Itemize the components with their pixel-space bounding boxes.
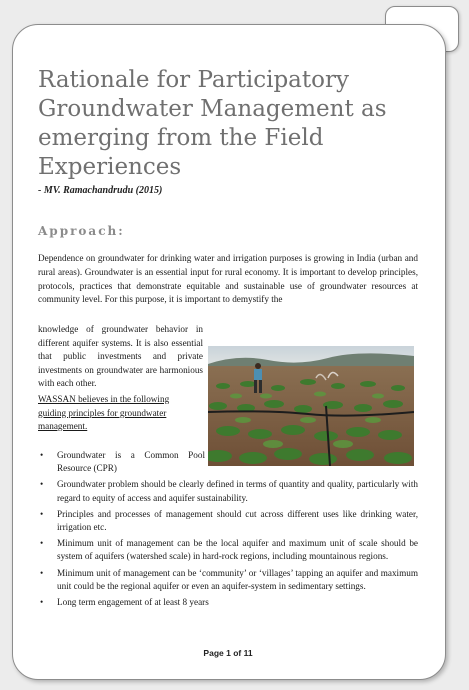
field-photo [208,346,414,466]
document-title: Rationale for Participatory Groundwater Management as emerging from the Field Experiences [38,67,387,180]
bullet-icon: • [40,450,44,460]
principle-item [38,537,418,563]
bullet-icon: • [40,538,44,549]
column-paragraph: knowledge of groundwater behavior in different aquifer systems. It is also essential that public investments and private investments on groundwater are harmonious with each other. [38,324,203,388]
principle-text: Groundwater is a Common Pool Resource (CPR) [57,450,205,474]
principle-text: Principles and processes of management should cut across different uses like drinking water, irrigation etc. [57,508,418,533]
bullet-icon: • [40,597,44,608]
section-heading-approach: Approach: [38,224,125,238]
bullet-icon: • [40,567,44,578]
principle-item [38,567,418,593]
principle-item [38,478,418,504]
principle-text: Minimum unit of management can be ‘community’ or ‘villages’ tapping an aquifer and maximum unit could be the regional aquifer or even an aquifer-system in sedimentary settings. [57,567,418,591]
principle-text: Long term engagement of at least 8 years [57,597,209,608]
document-author: - MV. Ramachandrudu (2015) [38,185,163,196]
bullet-icon: • [40,479,44,490]
principle-item [38,596,418,609]
principle-text: Groundwater problem should be clearly defined in terms of quantity and quality, particularly with regard to equity of access and aquifer sustainability. [57,479,418,503]
field-photo-image [208,346,414,466]
principle-item [38,449,205,475]
principle-item [38,508,418,534]
bullet-icon: • [40,508,44,519]
intro-paragraph: Dependence on groundwater for drinking water and irrigation purposes is growing in India (urban and rural areas). Groundwater is an essential input for rural economy. It is important to develop principles, protocols, practices that demonstrate equitable and sustainable use of groundwater resources at community level. For this purpose, it is important to demystify the [38,253,418,305]
principle-text: Minimum unit of management can be the local aquifer and maximum unit of scale should be system of aquifers (watershed scale) in hard-rock regions, including mountainous regions. [57,538,418,562]
wassan-heading: WASSAN believes in the following guiding principles for groundwater management. [38,394,170,431]
principles-list [38,449,418,612]
page-footer: Page 1 of 11 [203,648,253,658]
